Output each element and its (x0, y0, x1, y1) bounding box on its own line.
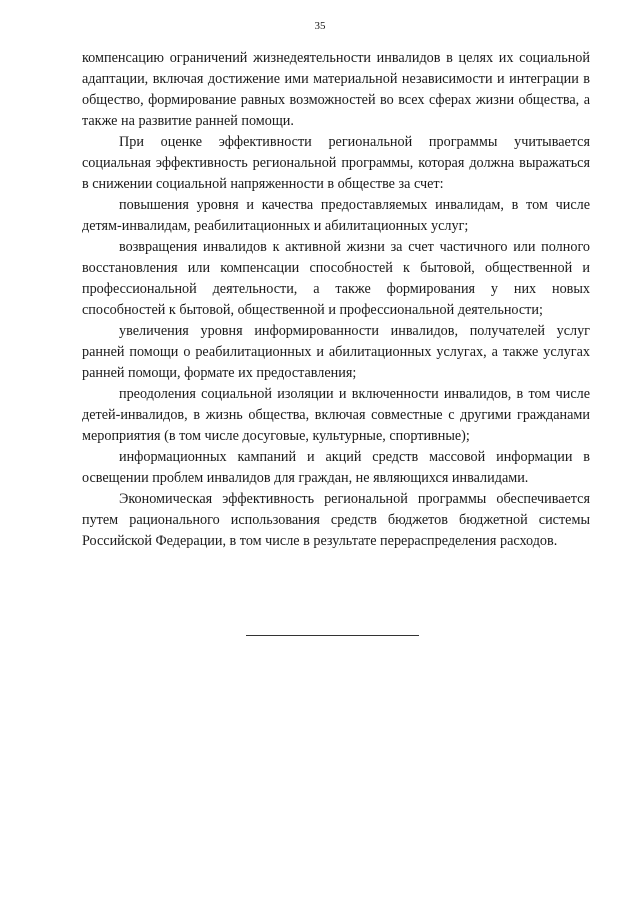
list-item-service-quality: повышения уровня и качества предоставляемых инвалидам, в том числе детям-инвалидам, реабилитационных и абилитационных услуг; (82, 197, 590, 234)
paragraph-social-effectiveness: При оценке эффективности региональной программы учитывается социальная эффективность региональной программы, которая должна выражаться в снижении социальной напряженности в обществе за счет: (82, 134, 590, 192)
paragraph-economic-effectiveness: Экономическая эффективность региональной программы обеспечивается путем рационального использования средств бюджетов бюджетной системы Российской Федерации, в том числе в результате перераспределения расходов. (82, 491, 590, 549)
list-item-return-to-active-life: возвращения инвалидов к активной жизни за счет частичного или полного восстановления или компенсации способностей к бытовой, общественной и профессиональной деятельности, а также формирования у них новых способностей к бытовой, общественной и профессиональной деятельности; (82, 239, 590, 318)
end-divider (246, 635, 419, 636)
page-number: 35 (314, 20, 326, 32)
body-text (82, 48, 590, 552)
list-item-social-isolation: преодоления социальной изоляции и включенности инвалидов, в том числе детей-инвалидов, в жизнь общества, включая совместные с другими гражданами мероприятия (в том числе досуговые, культурные, спортивные); (82, 386, 590, 444)
list-item-awareness: увеличения уровня информированности инвалидов, получателей услуг ранней помощи о реабилитационных и абилитационных услугах, а также услугах ранней помощи, формате их предоставления; (82, 323, 590, 381)
list-item-media-campaigns: информационных кампаний и акций средств массовой информации в освещении проблем инвалидов для граждан, не являющихся инвалидами. (82, 449, 590, 486)
paragraph-continuation: компенсацию ограничений жизнедеятельности инвалидов в целях их социальной адаптации, включая достижение ими материальной независимости и интеграции в общество, формирование равных возможностей во всех сферах жизни общества, а также на развитие ранней помощи. (82, 50, 590, 129)
